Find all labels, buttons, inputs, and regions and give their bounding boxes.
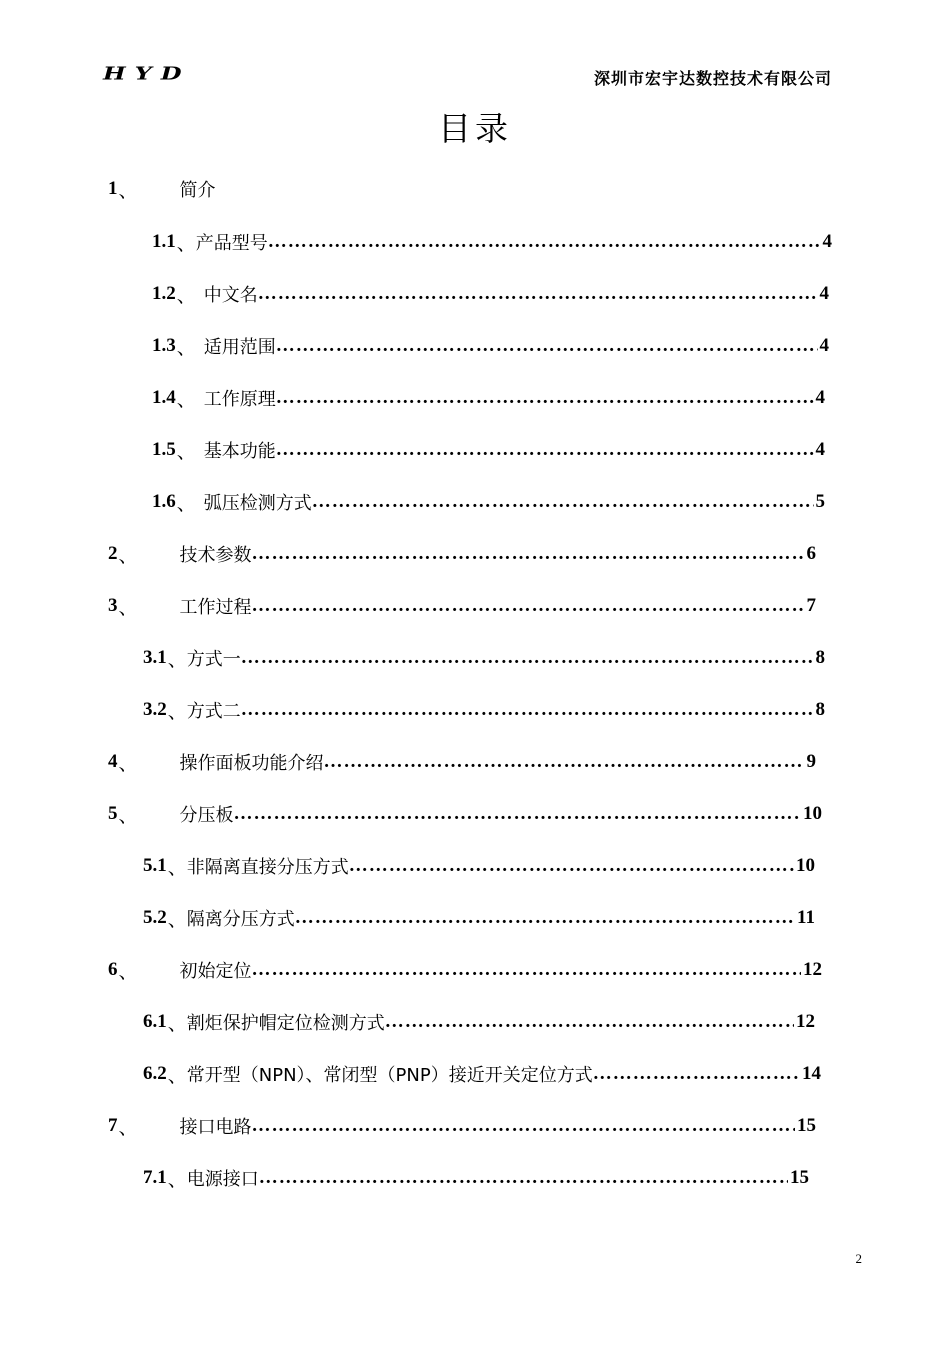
toc-separator: 、 <box>167 701 187 723</box>
toc-entry[interactable] <box>152 227 832 257</box>
toc-leader <box>385 1011 794 1033</box>
toc-page: 5 <box>815 491 825 512</box>
toc-page: 10 <box>796 855 815 876</box>
toc-number: 1.5 <box>152 439 176 460</box>
toc-leader <box>252 543 805 565</box>
toc-text: 隔离分压方式 <box>186 909 295 930</box>
toc-page: 8 <box>815 647 825 668</box>
toc-text: 常开型（NPN）、常闭型（PNP）接近开关定位方式 <box>186 1065 593 1086</box>
toc-number: 1.2 <box>152 283 176 304</box>
toc-page: 4 <box>815 387 825 408</box>
toc-page: 15 <box>797 1115 816 1136</box>
toc-page: 14 <box>802 1063 821 1084</box>
toc-leader <box>349 855 794 877</box>
toc-separator: 、 <box>118 545 138 567</box>
toc-page: 7 <box>806 595 816 616</box>
toc-page: 4 <box>815 439 825 460</box>
toc-text: 接口电路 <box>179 1117 252 1138</box>
toc-leader <box>241 699 814 721</box>
toc-page: 4 <box>819 283 829 304</box>
toc-page: 9 <box>806 751 816 772</box>
toc-number: 1 <box>108 178 118 199</box>
toc-number: 3.2 <box>143 699 167 720</box>
toc-text: 初始定位 <box>179 961 252 982</box>
toc-separator: 、 <box>167 1169 187 1191</box>
toc-entry[interactable] <box>143 851 815 881</box>
toc-number: 3.1 <box>143 647 167 668</box>
toc-page: 8 <box>815 699 825 720</box>
toc-number: 6.1 <box>143 1011 167 1032</box>
toc-number: 2 <box>108 543 118 564</box>
toc-entry[interactable] <box>152 435 825 465</box>
toc-separator: 、 <box>118 805 138 827</box>
toc-separator: 、 <box>118 180 138 202</box>
toc-entry[interactable] <box>108 1111 816 1141</box>
toc-entry[interactable] <box>108 591 816 621</box>
toc-number: 7.1 <box>143 1167 167 1188</box>
toc-leader <box>295 907 795 929</box>
toc-number: 1.6 <box>152 491 176 512</box>
toc-text: 基本功能 <box>203 441 276 462</box>
toc-number: 7 <box>108 1115 118 1136</box>
toc-separator: 、 <box>176 493 196 515</box>
toc-entry[interactable] <box>143 903 815 933</box>
toc-leader <box>258 283 818 305</box>
toc-number: 1.1 <box>152 231 176 252</box>
toc-text: 操作面板功能介绍 <box>179 753 324 774</box>
toc-separator: 、 <box>176 337 196 359</box>
toc-text: 弧压检测方式 <box>203 493 312 514</box>
toc-entry[interactable] <box>108 955 822 985</box>
toc-number: 5.2 <box>143 907 167 928</box>
toc-leader <box>276 387 814 409</box>
toc-leader <box>268 231 821 253</box>
company-name: 深圳市宏宇达数控技术有限公司 <box>593 69 832 88</box>
page-title: 目录 <box>438 109 512 148</box>
toc-separator: 、 <box>176 441 196 463</box>
toc-number: 4 <box>108 751 118 772</box>
toc-page: 15 <box>790 1167 809 1188</box>
toc-leader <box>252 1115 795 1137</box>
toc-text: 方式二 <box>186 701 241 722</box>
toc-entry[interactable] <box>152 331 829 361</box>
toc-leader <box>276 439 814 461</box>
toc-number: 6 <box>108 959 118 980</box>
toc-text: 方式一 <box>186 649 241 670</box>
toc-page: 4 <box>822 231 832 252</box>
toc-entry[interactable] <box>108 747 816 777</box>
toc-page: 12 <box>796 1011 815 1032</box>
toc-text: 分压板 <box>179 805 234 826</box>
toc-entry[interactable] <box>108 799 822 829</box>
toc-text: 产品型号 <box>195 233 268 254</box>
toc-leader <box>324 751 805 773</box>
toc-entry[interactable] <box>143 1007 815 1037</box>
toc-page: 12 <box>803 959 822 980</box>
logo: HYD <box>103 63 191 84</box>
toc-entry[interactable] <box>143 695 825 725</box>
toc-entry[interactable] <box>143 1059 821 1089</box>
toc-text: 非隔离直接分压方式 <box>186 857 349 878</box>
toc-number: 5 <box>108 803 118 824</box>
toc-separator: 、 <box>167 1013 187 1035</box>
toc-text: 中文名 <box>203 285 258 306</box>
toc-text: 工作过程 <box>179 597 252 618</box>
toc-text: 工作原理 <box>203 389 276 410</box>
toc-number: 1.4 <box>152 387 176 408</box>
toc-text: 技术参数 <box>179 545 252 566</box>
toc-separator: 、 <box>176 233 196 255</box>
toc-separator: 、 <box>118 597 138 619</box>
toc-entry[interactable] <box>152 279 829 309</box>
toc-leader <box>252 959 801 981</box>
toc-separator: 、 <box>118 961 138 983</box>
toc-leader <box>252 595 805 617</box>
toc-text: 简介 <box>179 180 216 201</box>
toc-separator: 、 <box>118 753 138 775</box>
toc-entry[interactable] <box>143 1163 809 1193</box>
toc-leader <box>241 647 814 669</box>
toc-leader <box>276 335 818 357</box>
toc-separator: 、 <box>176 285 196 307</box>
toc-leader <box>234 803 801 825</box>
toc-entry[interactable] <box>108 539 816 569</box>
toc-number: 1.3 <box>152 335 176 356</box>
toc-separator: 、 <box>167 857 187 879</box>
toc-separator: 、 <box>167 1065 187 1087</box>
toc-leader <box>312 491 814 513</box>
toc-page: 6 <box>806 543 816 564</box>
toc-page: 4 <box>819 335 829 356</box>
toc-leader <box>593 1063 800 1085</box>
page-number: 2 <box>855 1251 862 1266</box>
toc-separator: 、 <box>118 1117 138 1139</box>
toc-number: 5.1 <box>143 855 167 876</box>
toc-entry[interactable] <box>152 487 825 517</box>
toc-leader <box>259 1167 788 1189</box>
toc-text: 电源接口 <box>186 1169 259 1190</box>
toc-entry[interactable] <box>143 643 825 673</box>
toc-number: 6.2 <box>143 1063 167 1084</box>
toc-separator: 、 <box>176 389 196 411</box>
toc-text: 割炬保护帽定位检测方式 <box>186 1013 385 1034</box>
toc-page: 10 <box>803 803 822 824</box>
toc-entry[interactable] <box>108 174 668 204</box>
toc-separator: 、 <box>167 649 187 671</box>
toc-number: 3 <box>108 595 118 616</box>
toc-page: 11 <box>797 907 815 928</box>
toc-separator: 、 <box>167 909 187 931</box>
toc-text: 适用范围 <box>203 337 276 358</box>
toc-entry[interactable] <box>152 383 825 413</box>
